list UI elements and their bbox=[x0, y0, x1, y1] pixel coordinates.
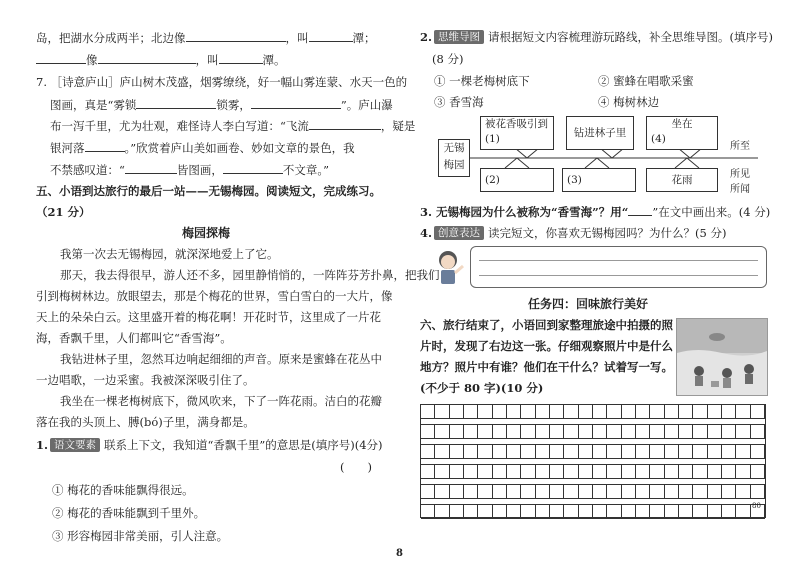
grid-cell[interactable] bbox=[650, 465, 664, 478]
grid-cell[interactable] bbox=[693, 465, 707, 478]
grid-cell[interactable] bbox=[536, 425, 550, 438]
option-1[interactable]: ① 梅花的香味能飘得很远。 bbox=[52, 483, 194, 497]
grid-cell[interactable] bbox=[751, 485, 765, 498]
grid-cell[interactable] bbox=[722, 445, 736, 458]
grid-cell[interactable] bbox=[593, 445, 607, 458]
q1-number: 1. bbox=[36, 438, 49, 452]
grid-cell[interactable] bbox=[622, 425, 636, 438]
grid-cell[interactable] bbox=[536, 405, 550, 418]
q2-number: 2. bbox=[420, 30, 433, 44]
grid-cell[interactable] bbox=[708, 405, 722, 418]
story-p2-4: 海，香飘千里，人们都叫它“香雪海”。 bbox=[36, 331, 232, 345]
q2-text: 请根据短文内容梳理游玩路线，补全思维导图。(填序号) bbox=[488, 30, 773, 44]
grid-cell[interactable] bbox=[579, 405, 593, 418]
grid-cell[interactable] bbox=[450, 465, 464, 478]
grid-cell[interactable] bbox=[521, 505, 535, 518]
grid-row[interactable] bbox=[421, 445, 765, 459]
grid-cell[interactable] bbox=[622, 485, 636, 498]
grid-cell[interactable] bbox=[564, 505, 578, 518]
answer-box-q4[interactable] bbox=[470, 246, 767, 288]
grid-cell[interactable] bbox=[550, 445, 564, 458]
choice-3: ③ 香雪海 bbox=[434, 95, 484, 109]
grid-cell[interactable] bbox=[550, 485, 564, 498]
grid-row[interactable] bbox=[421, 505, 765, 519]
grid-cell[interactable] bbox=[736, 445, 750, 458]
choice-1: ① 一棵老梅树底下 bbox=[434, 74, 530, 88]
grid-cell[interactable] bbox=[736, 505, 750, 518]
grid-cell[interactable] bbox=[665, 485, 679, 498]
grid-cell[interactable] bbox=[493, 465, 507, 478]
grid-cell[interactable] bbox=[421, 465, 435, 478]
grid-cell[interactable] bbox=[593, 425, 607, 438]
grid-cell[interactable] bbox=[665, 505, 679, 518]
grid-cell[interactable] bbox=[521, 465, 535, 478]
grid-cell[interactable] bbox=[751, 425, 765, 438]
grid-cell[interactable] bbox=[421, 425, 435, 438]
grid-cell[interactable] bbox=[708, 445, 722, 458]
sec6-line-3: 地方？照片中有谁？他们在干什么？试着写一写。 bbox=[420, 360, 673, 374]
grid-cell[interactable] bbox=[665, 405, 679, 418]
grid-cell[interactable] bbox=[507, 405, 521, 418]
grid-cell[interactable] bbox=[421, 505, 435, 518]
grid-cell[interactable] bbox=[493, 425, 507, 438]
grid-cell[interactable] bbox=[478, 465, 492, 478]
grid-cell[interactable] bbox=[521, 405, 535, 418]
grid-cell[interactable] bbox=[722, 465, 736, 478]
grid-cell[interactable] bbox=[536, 465, 550, 478]
grid-cell[interactable] bbox=[751, 405, 765, 418]
grid-cell[interactable] bbox=[478, 485, 492, 498]
grid-cell[interactable] bbox=[622, 445, 636, 458]
map-root: 无锡 梅园 bbox=[438, 139, 470, 177]
grid-cell[interactable] bbox=[435, 465, 449, 478]
grid-cell[interactable] bbox=[564, 465, 578, 478]
q7-line-2: 图画，真是“雾锁 锁雾， ”。庐山瀑 bbox=[50, 98, 393, 112]
q1-answer-paren[interactable]: ( ) bbox=[340, 460, 372, 474]
grid-cell[interactable] bbox=[665, 425, 679, 438]
grid-cell[interactable] bbox=[622, 405, 636, 418]
grid-cell[interactable] bbox=[579, 425, 593, 438]
grid-cell[interactable] bbox=[693, 425, 707, 438]
option-3[interactable]: ③ 形容梅园非常美丽，引人注意。 bbox=[52, 529, 229, 543]
grid-cell[interactable] bbox=[579, 465, 593, 478]
map-box-1[interactable]: 被花香吸引到 (1) bbox=[480, 116, 554, 150]
q4-text: 读完短文，你喜欢无锡梅园吗？为什么？(5 分) bbox=[488, 226, 727, 240]
grid-cell[interactable] bbox=[435, 405, 449, 418]
grid-cell[interactable] bbox=[507, 505, 521, 518]
grid-cell[interactable] bbox=[421, 405, 435, 418]
q7-line-1: 7. ［诗意庐山］庐山树木茂盛，烟雾缭绕，好一幅山雾连蒙、水天一色的 bbox=[36, 75, 408, 89]
beach-photo-image bbox=[676, 318, 768, 396]
story-title: 梅园探梅 bbox=[182, 226, 231, 240]
grid-cell[interactable] bbox=[693, 485, 707, 498]
sec6-line-1: 六、旅行结束了，小语回到家整理旅途中拍摄的照 bbox=[420, 318, 673, 332]
grid-cell[interactable] bbox=[579, 485, 593, 498]
grid-row[interactable] bbox=[421, 485, 765, 499]
option-2[interactable]: ② 梅花的香味能飘到千里外。 bbox=[52, 506, 206, 520]
grid-cell[interactable] bbox=[536, 505, 550, 518]
grid-cell[interactable] bbox=[650, 445, 664, 458]
grid-row[interactable] bbox=[421, 425, 765, 439]
q2-badge: 思维导图 bbox=[434, 30, 484, 44]
choice-2: ② 蜜蜂在唱歌采蜜 bbox=[598, 74, 694, 88]
grid-cell[interactable] bbox=[550, 425, 564, 438]
grid-cell[interactable] bbox=[478, 505, 492, 518]
grid-cell[interactable] bbox=[751, 445, 765, 458]
sec6-line-4: (不少于 80 字)(10 分) bbox=[420, 381, 544, 395]
section-5-score: （21 分） bbox=[36, 205, 91, 219]
grid-cell[interactable] bbox=[693, 445, 707, 458]
grid-cell[interactable] bbox=[679, 505, 693, 518]
grid-cell[interactable] bbox=[550, 465, 564, 478]
grid-cell[interactable] bbox=[521, 425, 535, 438]
grid-count-label: 80 bbox=[752, 502, 761, 510]
grid-cell[interactable] bbox=[450, 505, 464, 518]
grid-cell[interactable] bbox=[450, 485, 464, 498]
grid-cell[interactable] bbox=[507, 485, 521, 498]
grid-cell[interactable] bbox=[736, 425, 750, 438]
map-label-see: 所见 bbox=[730, 169, 750, 180]
grid-cell[interactable] bbox=[722, 425, 736, 438]
grid-cell[interactable] bbox=[464, 485, 478, 498]
grid-cell[interactable] bbox=[435, 425, 449, 438]
grid-cell[interactable] bbox=[421, 445, 435, 458]
grid-cell[interactable] bbox=[564, 445, 578, 458]
grid-cell[interactable] bbox=[650, 505, 664, 518]
grid-cell[interactable] bbox=[564, 405, 578, 418]
grid-cell[interactable] bbox=[636, 505, 650, 518]
grid-cell[interactable] bbox=[593, 405, 607, 418]
grid-cell[interactable] bbox=[564, 485, 578, 498]
grid-cell[interactable] bbox=[708, 505, 722, 518]
grid-cell[interactable] bbox=[435, 485, 449, 498]
grid-cell[interactable] bbox=[493, 405, 507, 418]
map-label-arrive: 所至 bbox=[730, 141, 750, 152]
grid-cell[interactable] bbox=[650, 405, 664, 418]
grid-cell[interactable] bbox=[708, 465, 722, 478]
grid-cell[interactable] bbox=[421, 485, 435, 498]
grid-cell[interactable] bbox=[622, 465, 636, 478]
fill-line-2: 像 ，叫 潭。 bbox=[36, 52, 286, 67]
grid-cell[interactable] bbox=[679, 425, 693, 438]
story-p4-1: 我坐在一棵老梅树底下，微风吹来，下了一阵花雨。洁白的花瓣 bbox=[60, 394, 382, 408]
grid-cell[interactable] bbox=[636, 485, 650, 498]
grid-cell[interactable] bbox=[736, 405, 750, 418]
story-p1: 我第一次去无锡梅园，就深深地爱上了它。 bbox=[60, 247, 279, 261]
grid-cell[interactable] bbox=[665, 465, 679, 478]
map-label-hear: 所闻 bbox=[730, 184, 750, 195]
story-p2-2: 引到梅树林边。放眼望去，那是个梅花的世界，雪白雪白的一大片，像 bbox=[36, 289, 393, 303]
sec6-line-2: 片时，发现了右边这一张。仔细观察照片中是什么 bbox=[420, 339, 673, 353]
grid-cell[interactable] bbox=[693, 505, 707, 518]
grid-cell[interactable] bbox=[708, 485, 722, 498]
grid-cell[interactable] bbox=[507, 425, 521, 438]
map-lower-3: 花雨 bbox=[646, 168, 718, 192]
grid-cell[interactable] bbox=[579, 505, 593, 518]
grid-cell[interactable] bbox=[650, 425, 664, 438]
grid-cell[interactable] bbox=[493, 485, 507, 498]
grid-cell[interactable] bbox=[521, 445, 535, 458]
grid-cell[interactable] bbox=[521, 485, 535, 498]
q2-score: (8 分) bbox=[432, 52, 464, 66]
grid-cell[interactable] bbox=[622, 505, 636, 518]
grid-cell[interactable] bbox=[650, 485, 664, 498]
child-pointing-icon bbox=[432, 248, 466, 288]
grid-cell[interactable] bbox=[536, 485, 550, 498]
grid-cell[interactable] bbox=[550, 505, 564, 518]
grid-cell[interactable] bbox=[722, 485, 736, 498]
q7-line-4: 银河落 。”欣赏着庐山美如画卷、妙如文章的景色，我 bbox=[50, 141, 355, 155]
grid-cell[interactable] bbox=[722, 505, 736, 518]
grid-cell[interactable] bbox=[636, 445, 650, 458]
q4-badge: 创意表达 bbox=[434, 226, 484, 240]
page-number: 8 bbox=[396, 548, 403, 559]
grid-cell[interactable] bbox=[693, 405, 707, 418]
grid-cell[interactable] bbox=[593, 485, 607, 498]
grid-cell[interactable] bbox=[550, 405, 564, 418]
map-lower-2[interactable]: (3) bbox=[562, 168, 636, 192]
grid-cell[interactable] bbox=[665, 445, 679, 458]
grid-cell[interactable] bbox=[607, 445, 621, 458]
grid-cell[interactable] bbox=[464, 445, 478, 458]
task4-heading: 任务四：回味旅行美好 bbox=[528, 297, 649, 311]
fill-line-1: 岛，把湖水分成两半；北边像 ，叫 潭； bbox=[36, 31, 376, 45]
map-lower-1[interactable]: (2) bbox=[480, 168, 554, 192]
grid-cell[interactable] bbox=[435, 505, 449, 518]
grid-cell[interactable] bbox=[751, 465, 765, 478]
story-p2-1: 那天，我去得很早，游人还不多，园里静悄悄的，一阵阵芬芳扑鼻，把我们 bbox=[60, 268, 440, 282]
grid-cell[interactable] bbox=[536, 445, 550, 458]
grid-cell[interactable] bbox=[722, 405, 736, 418]
grid-cell[interactable] bbox=[607, 505, 621, 518]
grid-cell[interactable] bbox=[478, 405, 492, 418]
grid-cell[interactable] bbox=[736, 485, 750, 498]
grid-cell[interactable] bbox=[464, 425, 478, 438]
writing-grid[interactable] bbox=[420, 404, 766, 518]
grid-cell[interactable] bbox=[636, 425, 650, 438]
grid-cell[interactable] bbox=[507, 465, 521, 478]
grid-cell[interactable] bbox=[493, 445, 507, 458]
q7-line-3: 布一泻千里，尤为壮观，难怪诗人李白写道：“飞流 ，疑是 bbox=[50, 119, 416, 133]
grid-cell[interactable] bbox=[607, 465, 621, 478]
q1-badge: 语文要素 bbox=[50, 438, 100, 452]
grid-cell[interactable] bbox=[435, 445, 449, 458]
q7-line-5: 不禁感叹道：“ 皆图画， 不文章。” bbox=[50, 163, 330, 177]
grid-cell[interactable] bbox=[478, 445, 492, 458]
grid-cell[interactable] bbox=[607, 485, 621, 498]
story-p3-1: 我钻进林子里，忽然耳边响起细细的声音。原来是蜜蜂在花丛中 bbox=[60, 352, 382, 366]
choice-4: ④ 梅树林边 bbox=[598, 95, 660, 109]
grid-cell[interactable] bbox=[679, 485, 693, 498]
grid-cell[interactable] bbox=[607, 405, 621, 418]
grid-cell[interactable] bbox=[464, 405, 478, 418]
story-p4-2: 落在我的头顶上、膊(bó)子里，满身都是。 bbox=[36, 415, 255, 429]
grid-cell[interactable] bbox=[593, 465, 607, 478]
grid-cell[interactable] bbox=[564, 425, 578, 438]
q4-number: 4. bbox=[420, 226, 433, 240]
grid-cell[interactable] bbox=[679, 445, 693, 458]
story-p3-2: 一边唱歌，一边采蜜。我被深深吸引住了。 bbox=[36, 373, 255, 387]
grid-cell[interactable] bbox=[464, 465, 478, 478]
story-p2-3: 天上的朵朵白云。这里盛开着的梅花啊！开花时节，这里成了一片花 bbox=[36, 310, 381, 324]
map-box-2: 钻进林子里 bbox=[566, 116, 634, 150]
grid-cell[interactable] bbox=[679, 405, 693, 418]
grid-cell[interactable] bbox=[450, 405, 464, 418]
grid-cell[interactable] bbox=[450, 425, 464, 438]
grid-cell[interactable] bbox=[464, 505, 478, 518]
q3-text: 3. 无锡梅园为什么被称为“香雪海”？用“ ”在文中画出来。(4 分) bbox=[420, 205, 771, 219]
grid-cell[interactable] bbox=[450, 445, 464, 458]
q1-text: 联系上下文，我知道“香飘千里”的意思是(填序号)(4分) bbox=[104, 438, 383, 452]
grid-cell[interactable] bbox=[679, 465, 693, 478]
section-5-heading: 五、小语到达旅行的最后一站——无锡梅园。阅读短文，完成练习。 bbox=[36, 184, 381, 198]
grid-row[interactable] bbox=[421, 405, 765, 419]
map-box-3[interactable]: 坐在 (4) bbox=[646, 116, 718, 150]
grid-cell[interactable] bbox=[636, 405, 650, 418]
grid-cell[interactable] bbox=[593, 505, 607, 518]
grid-cell[interactable] bbox=[579, 445, 593, 458]
grid-row[interactable] bbox=[421, 465, 765, 479]
grid-cell[interactable] bbox=[507, 445, 521, 458]
grid-cell[interactable] bbox=[636, 465, 650, 478]
grid-cell[interactable] bbox=[478, 425, 492, 438]
grid-cell[interactable] bbox=[708, 425, 722, 438]
grid-cell[interactable] bbox=[607, 425, 621, 438]
grid-cell[interactable] bbox=[493, 505, 507, 518]
grid-cell[interactable] bbox=[736, 465, 750, 478]
